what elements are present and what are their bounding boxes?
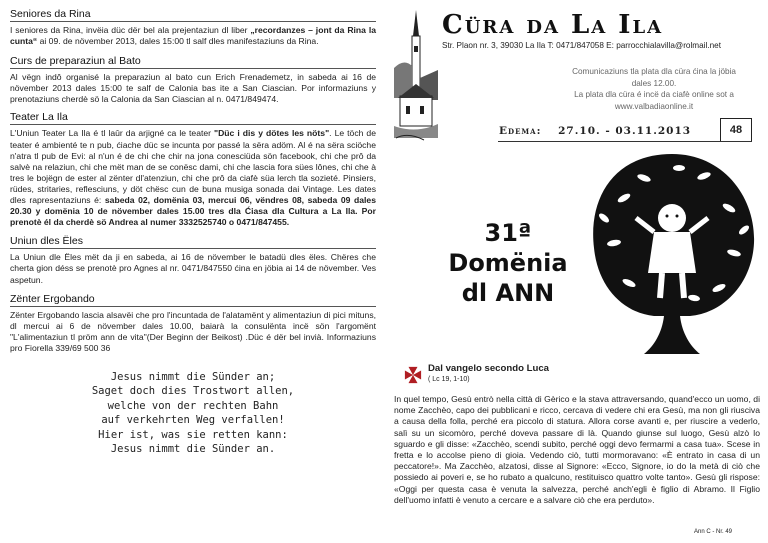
section-text: La Uniun dle Ëles mët da ji en sabeda, ai 16 de növember le batadü dles ëles. Chëres che cherta gion déss se prenotè pro Agnes al nr. 0471/847550 ćina en jöbia ai 14 de növember. Ves aspetun. [10,252,376,285]
right-column [394,8,760,538]
section-title: Curs de preparaziun al Bato [10,55,376,69]
quote-line: Saget doch dies Trostwort allen, [91,385,295,398]
section-teater [10,111,376,228]
quote-line: welche von der rechten Bahn [107,399,279,412]
gospel-title: Dal vangelo secondo Luca [428,363,550,374]
section-curs [10,55,376,105]
section-title: Uniun dles Ëles [10,235,376,249]
section-title: Seniores da Rina [10,8,376,22]
sunday-line: Domënia [448,249,568,277]
section-text: Zënter Ergobando lascia alsavëi che pro l'incuntada de l'alatamënt y alimentaziun di pici mituns, dl mercui ai 6 de növember dales 10.00, baiarà la consulënta incë sön l'argomënt "L'alimentaziun tl pröm ann de vita"(Der Beginn der Beikost) .Düc é dër bel invià. Informaziuns pro Fiorella 339/69 500 36 [10,309,376,353]
church-illustration [394,8,438,148]
masthead-title: Cüra da La Ila [442,10,664,40]
footer-reference: Ann C - Nr. 49 [694,529,733,535]
publication-notice: Comunicaziuns tla plata dla cüra ćina la jöbia dales 12.00. La plata dla cüra é incë da ciafè online sot a www.valbadiaonline.it [572,67,736,111]
section-text: I seniores da Rina, invëia düc dër bel ala prejentaziun dl liber „recordanzes – jont da Rina la cunta“ ai 09. de növember 2013, dales 15:00 tl salf dles manifestaziuns da Rina. [10,25,376,47]
section-title: Teater La Ila [10,111,376,125]
quote-line: Jesus nimmt die Sünder an. [110,443,276,456]
sunday-ordinal: 31ª [484,219,532,247]
divider [498,141,752,142]
sunday-heading [428,218,588,308]
hymn-quote [10,370,376,457]
contact-address: Str. Plaon nr. 3, 39030 La Ila T: 0471/847058 E: parrocchialavilla@rolmail.net [442,41,721,50]
gospel-reference: ( Lc 19, 1-10) [428,376,470,383]
section-seniores [10,8,376,47]
section-uniun [10,235,376,285]
quote-line: Hier ist, was sie retten kann: [98,428,288,441]
section-text: L'Uniun Teater La Ila é tl laûr da arjigné ca le teater "Düc i dis y dötes les nöts". Le töch de teater é ambienté te n pub, ćiache düc se incunta por passé la sëra adöm. Al é na sëra sciöche n'atra tl pub de Evi: al n'un é de chi che chir na jona conesciüda sön facebook, chi che prô da salvè na relaziun, chi che mët man de se conësc dami, chi che lascia fora sües lônes, chi che à tres le bojëgn de ester al zënter dl'atenziun, chi che prô da ciafè süa lerch tla sozieté. Pinsiers, rüdes, stritaries, reflesciuns, y döt chësc cun de buna musiga sonada dai Vintage. Les dates dles rapresentaziuns é: sabeda 02, domënia 03, mercui 06, vëndres 08, sabeda 09 dales 20.30 y domënia 10 de növember dales 15.00 tres dla Ćiasa dla Cultura a La Ila. Por prenotè él da cherdè sö Andrea al numer 3332525740 o 0471/847455. [10,128,376,228]
sunday-line: dl ANN [461,279,555,307]
section-zenter [10,293,376,354]
quote-line: auf verkehrten Weg verfallen! [101,414,285,427]
issue-number: 48 [720,118,752,142]
edition-dates: 27.10. - 03.11.2013 [558,125,692,137]
maltese-cross-icon [404,366,422,384]
left-column [10,8,376,457]
section-text: Al vëgn indô organisé la preparaziun al bato cun Erich Frenademetz, in sabeda ai 16 de növember 2013 dales 15:00 te salf de Calonia bas ite a San Ciascian. Por informaziuns y prenotaziuns cherdè sö la Calonia da San Ciascian al n. 0471/849474. [10,72,376,105]
gospel-text: In quel tempo, Gesù entrò nella città di Gèrico e la stava attraversando, quand'ecco un uomo, di nome Zacchèo, capo dei pubblicani e ricco, cercava di vedere chi era Gesù, ma non gli riusciva a causa della folla, perché era piccolo di statura. Allora corse avanti e, per riuscire a vederlo, salì su un sicomòro, perché doveva passare di là. Quando giunse sul luogo, Gesù alzò lo sguardo e gli disse: «Zacchèo, scendi subito, perché oggi devo fermarmi a casa tua». Scese in fretta e lo accolse pieno di gioia. Vedendo ciò, tutti mormoravano: «È entrato in casa di un peccatore!». Ma Zacchèo, alzatosi, disse al Signore: «Ecco, Signore, io do la metà di ciò che possiedo ai poveri e, se ho rubato a qualcuno, restituisco quattro volte tanto». Gesù gli rispose: «Oggi per questa casa è venuta la salvezza, perché anch'egli è figlio di Abramo. Il Figlio dell'uomo infatti è venuto a cercare e a salvare ciò che era perduto». [394,394,760,505]
edition-line [499,125,691,137]
quote-line: Jesus nimmt die Sünder an; [110,370,276,383]
section-title: Zënter Ergobando [10,293,376,307]
gospel-header [428,363,628,383]
tree-illustration [584,148,760,358]
edition-label: Edema: [499,125,542,137]
